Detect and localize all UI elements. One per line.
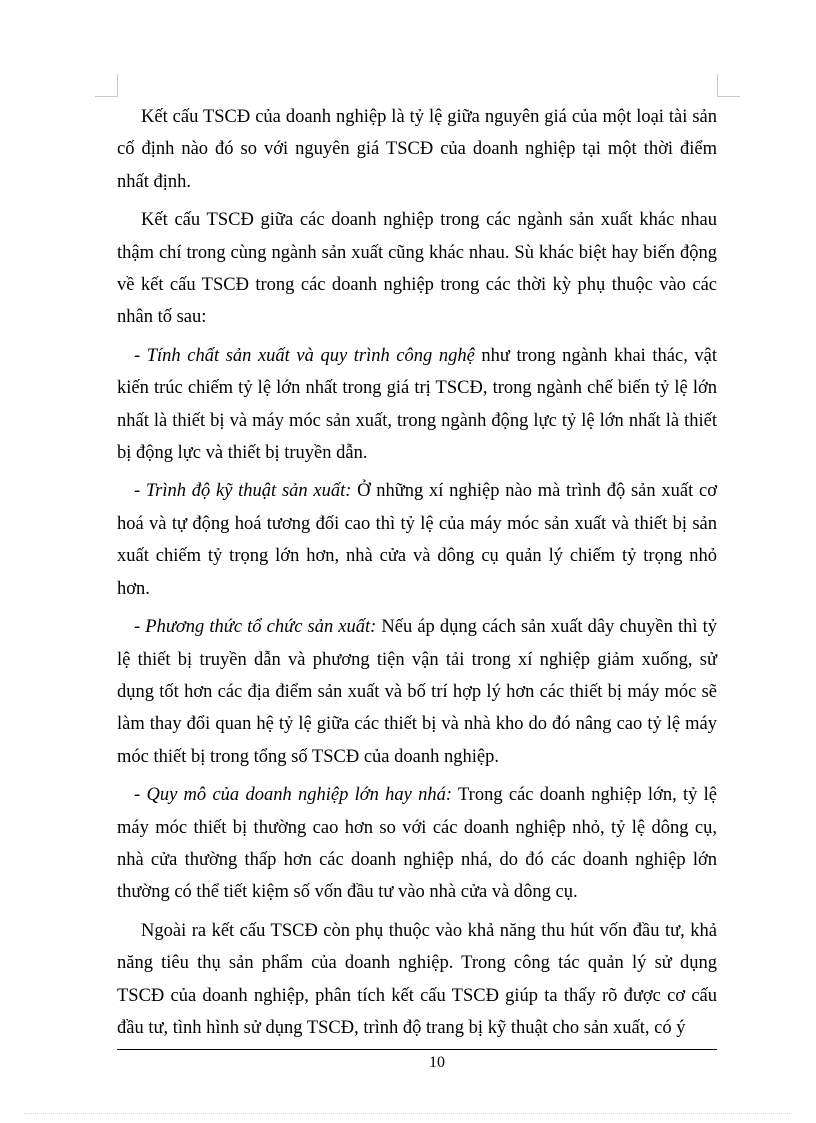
bullet-dash: -: [134, 617, 146, 638]
bullet-dash: -: [134, 481, 146, 502]
factor-text: Ở những xí nghiệp nào mà trình độ sản xuất cơ hoá và tự động hoá tương đối cao thì tỷ lệ của máy móc sản xuất và thiết bị sản xuất chiếm tỷ trọng lớn hơn, nhà cửa và dông cụ quản lý chiếm tỷ trọng nhỏ hơn.: [117, 481, 717, 599]
page-bottom-border: [24, 1113, 792, 1114]
factor-heading: Phương thức tổ chức sản xuất:: [145, 617, 377, 638]
paragraph-text: Kết cấu TSCĐ giữa các doanh nghiệp trong các ngành sản xuất khác nhau thậm chí trong cùng ngành sản xuất cũng khác nhau. Sù khác biệt hay biến động về kết cấu TSCĐ trong các doanh nghiệp trong các thời kỳ phụ thuộc vào các nhân tố sau:: [117, 210, 717, 328]
factor-enterprise-scale: [117, 779, 717, 909]
paragraph-text: Ngoài ra kết cấu TSCĐ còn phụ thuộc vào khả năng thu hút vốn đầu tư, khả năng tiêu thụ sản phẩm của doanh nghiệp. Trong công tác quản lý sử dụng TSCĐ của doanh nghiệp, phân tích kết cấu TSCĐ giúp ta thấy rõ được cơ cấu đầu tư, tình hình sử dụng TSCĐ, trình độ trang bị kỹ thuật cho sản xuất, có ý: [117, 920, 717, 1038]
factor-text: Nếu áp dụng cách sản xuất dây chuyền thì tỷ lệ thiết bị truyền dẫn và phương tiện vận tải trong xí nghiệp giảm xuống, sử dụng tốt hơn các địa điểm sản xuất và bố trí hợp lý hơn các thiết bị máy móc sẽ làm thay đổi quan hệ tỷ lệ giữa các thiết bị và nhà kho do đó nâng cao tỷ lệ máy móc thiết bị trong tổng số TSCĐ của doanh nghiệp.: [117, 617, 717, 767]
factor-text: như trong ngành khai thác, vật kiến trúc chiếm tỷ lệ lớn nhất trong giá trị TSCĐ, trong ngành chế biến tỷ lệ lớn nhất là thiết bị và máy móc sản xuất, trong ngành động lực tỷ lệ lớn nhất là thiết bị động lực và thiết bị truyền dẫn.: [117, 345, 717, 464]
paragraph-text: Kết cấu TSCĐ của doanh nghiệp là tỷ lệ giữa nguyên giá của một loại tài sản cố định nào đó so với nguyên giá TSCĐ của doanh nghiệp tại một thời điểm nhất định.: [117, 107, 717, 192]
top-right-crop-mark: [717, 74, 740, 97]
factor-production-nature: [117, 340, 717, 470]
factor-organization-method: [117, 611, 717, 773]
bullet-dash: -: [134, 345, 147, 366]
top-left-crop-mark: [95, 74, 118, 97]
page-number: 10: [429, 1054, 445, 1071]
factor-heading: Trình độ kỹ thuật sản xuất:: [145, 481, 352, 502]
paragraph-differences: [117, 204, 717, 334]
factor-technical-level: [117, 475, 717, 605]
factor-text: Trong các doanh nghiệp lớn, tỷ lệ máy móc thiết bị thường cao hơn so với các doanh nghiệp nhỏ, tỷ lệ dông cụ, nhà cửa thường thấp hơn các doanh nghiệp nhá, do đó các doanh nghiệp lớn thường có thể tiết kiệm số vốn đầu tư vào nhà cửa và dông cụ.: [117, 785, 717, 903]
paragraph-definition: [117, 101, 717, 198]
factor-heading: Quy mô của doanh nghiệp lớn hay nhá:: [146, 785, 453, 806]
body-text: [117, 101, 717, 1050]
bullet-dash: -: [134, 785, 147, 806]
paragraph-additional-factors: [117, 915, 717, 1045]
factor-heading: Tính chất sản xuất và quy trình công nghệ: [146, 345, 475, 366]
footer-divider: [117, 1049, 717, 1050]
